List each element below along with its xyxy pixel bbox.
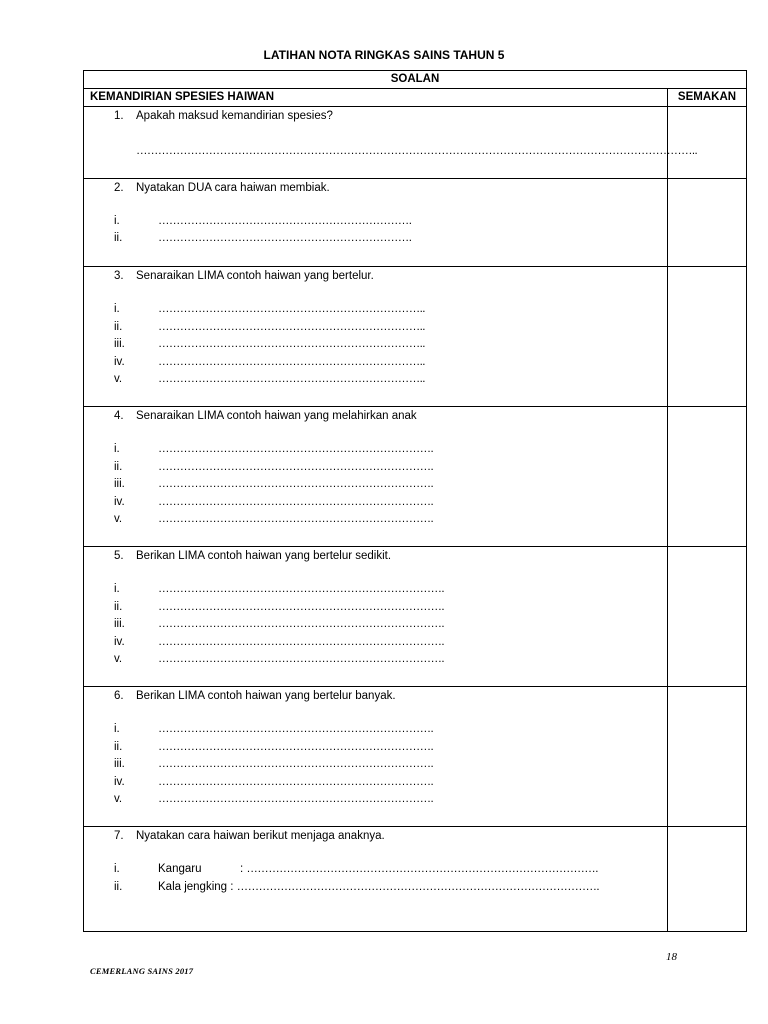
answer-line[interactable]: ……………………………………………………………………. xyxy=(158,635,444,648)
answer-item[interactable] xyxy=(114,739,433,757)
item-numeral: iii. xyxy=(114,758,125,770)
item-numeral: v. xyxy=(114,373,123,385)
section-header-row xyxy=(84,89,747,107)
answer-line[interactable]: ………………………………………………………………………………………. xyxy=(236,880,599,893)
answer-line[interactable]: ……………………………………………………………………………………. xyxy=(246,863,598,875)
answer-line[interactable]: ……………………………………………………………….. xyxy=(158,303,425,315)
item-numeral: iv. xyxy=(114,355,125,368)
question-row xyxy=(84,547,747,687)
answer-item[interactable] xyxy=(114,319,425,337)
answer-line[interactable]: …………………………………………………………………. xyxy=(158,740,434,753)
question-1 xyxy=(114,108,333,124)
item-numeral: ii. xyxy=(114,460,123,473)
semakan-cell[interactable] xyxy=(668,407,747,547)
answer-line[interactable]: …………………………………………………………………. xyxy=(158,460,434,473)
item-numeral: ii. xyxy=(114,880,123,893)
question-number: 7. xyxy=(114,830,124,842)
item-numeral: ii. xyxy=(114,600,123,613)
question-3-cell xyxy=(84,267,668,407)
question-7 xyxy=(114,828,385,844)
answer-line[interactable]: ……………………………………………………………….. xyxy=(158,338,425,350)
item-numeral: v. xyxy=(114,513,123,525)
answer-line[interactable]: ……………………………………………………………………. xyxy=(158,583,444,595)
answer-item[interactable] xyxy=(114,616,444,634)
animal-name: Kala jengking xyxy=(158,880,228,893)
section-title: KEMANDIRIAN SPESIES HAIWAN xyxy=(84,89,668,107)
question-1-cell xyxy=(84,107,698,179)
question-6 xyxy=(114,688,396,704)
question-text: Berikan LIMA contoh haiwan yang bertelur banyak. xyxy=(136,690,396,702)
answer-line[interactable]: ……………………………………………………………………. xyxy=(158,653,444,665)
question-number: 2. xyxy=(114,182,124,194)
question-row xyxy=(84,267,747,407)
item-numeral: ii. xyxy=(114,740,123,753)
question-number: 5. xyxy=(114,550,124,562)
answer-item[interactable] xyxy=(114,581,444,599)
item-numeral: i. xyxy=(114,863,120,875)
soalan-header-row xyxy=(84,71,747,89)
page-number: 18 xyxy=(666,951,677,963)
answer-line[interactable]: …………………………………………………………………. xyxy=(158,443,434,455)
semakan-cell[interactable] xyxy=(668,179,747,267)
item-numeral: v. xyxy=(114,793,123,805)
answer-item[interactable] xyxy=(114,599,444,617)
question-5-cell xyxy=(84,547,668,687)
answer-line[interactable]: …………………………………………………………………. xyxy=(158,513,434,525)
answer-item[interactable] xyxy=(114,336,425,354)
question-7-cell xyxy=(84,827,668,932)
answer-item[interactable] xyxy=(114,774,433,792)
animal-name: Kangaru xyxy=(158,863,202,875)
item-numeral: i. xyxy=(114,723,120,735)
question-number: 6. xyxy=(114,690,124,702)
question-text: Nyatakan DUA cara haiwan membiak. xyxy=(136,182,330,194)
answer-item[interactable] xyxy=(114,861,598,879)
question-text: Berikan LIMA contoh haiwan yang bertelur sedikit. xyxy=(136,550,392,562)
answer-line[interactable]: …………………………………………………………………. xyxy=(158,758,434,770)
answer-line[interactable]: ……………………………………………………………. xyxy=(158,232,412,244)
item-numeral: iv. xyxy=(114,775,125,788)
item-numeral: i. xyxy=(114,215,120,227)
item-numeral: i. xyxy=(114,443,120,455)
question-number: 1. xyxy=(114,110,124,122)
item-numeral: iv. xyxy=(114,495,125,508)
question-number: 4. xyxy=(114,410,124,422)
semakan-cell[interactable] xyxy=(668,827,747,932)
answer-item[interactable] xyxy=(114,230,411,248)
footer-text: CEMERLANG SAINS 2017 xyxy=(90,966,194,976)
item-numeral: iii. xyxy=(114,618,125,630)
answer-item[interactable] xyxy=(114,301,425,319)
answer-item[interactable] xyxy=(114,511,433,529)
answer-item[interactable] xyxy=(114,756,433,774)
answer-line[interactable]: ……………………………………………………………………. xyxy=(158,600,444,613)
answer-item[interactable] xyxy=(114,494,433,512)
item-numeral: iv. xyxy=(114,635,125,648)
answer-item[interactable] xyxy=(114,721,433,739)
answer-item[interactable] xyxy=(114,371,425,389)
item-numeral: iii. xyxy=(114,338,125,350)
separator: : xyxy=(240,863,244,875)
question-text: Nyatakan cara haiwan berikut menjaga anaknya. xyxy=(136,830,385,842)
answer-item[interactable] xyxy=(114,634,444,652)
answer-item[interactable] xyxy=(114,354,425,372)
answer-item[interactable] xyxy=(114,441,433,459)
item-numeral: i. xyxy=(114,303,120,315)
item-numeral: ii. xyxy=(114,320,123,333)
question-2 xyxy=(114,180,330,196)
question-number: 3. xyxy=(114,270,124,282)
item-numeral: v. xyxy=(114,653,123,665)
document-title: LATIHAN NOTA RINGKAS SAINS TAHUN 5 xyxy=(263,48,505,62)
semakan-cell[interactable] xyxy=(668,267,747,407)
semakan-cell[interactable] xyxy=(668,687,747,827)
question-text: Senaraikan LIMA contoh haiwan yang melahirkan anak xyxy=(136,410,417,422)
soalan-header: SOALAN xyxy=(84,71,747,89)
question-row xyxy=(84,827,747,932)
answer-line[interactable]: ……………………………………………………………. xyxy=(158,215,412,227)
question-row xyxy=(84,179,747,267)
answer-item[interactable] xyxy=(114,476,433,494)
question-3 xyxy=(114,268,374,284)
semakan-cell[interactable] xyxy=(668,547,747,687)
semakan-header: SEMAKAN xyxy=(668,89,747,107)
answer-item[interactable] xyxy=(114,459,433,477)
answer-line[interactable]: …………………………………………………………………. xyxy=(158,723,434,735)
answer-item[interactable] xyxy=(114,879,599,897)
question-text: Senaraikan LIMA contoh haiwan yang bertelur. xyxy=(136,270,374,282)
answer-line[interactable]: ……………………………………………………………………………………………………………………………………….. xyxy=(136,145,698,157)
answer-item[interactable] xyxy=(114,791,433,809)
answer-item[interactable] xyxy=(114,213,411,231)
question-6-cell xyxy=(84,687,668,827)
answer-line[interactable]: …………………………………………………………………. xyxy=(158,495,434,508)
question-text: Apakah maksud kemandirian spesies? xyxy=(136,110,333,122)
answer-line[interactable]: …………………………………………………………………. xyxy=(158,478,434,490)
worksheet-table xyxy=(83,70,747,932)
question-5 xyxy=(114,548,391,564)
question-4 xyxy=(114,408,417,424)
question-4-cell xyxy=(84,407,668,547)
answer-line[interactable]: ……………………………………………………………….. xyxy=(158,320,425,333)
answer-line[interactable]: …………………………………………………………………. xyxy=(158,775,434,788)
item-numeral: i. xyxy=(114,583,120,595)
question-row xyxy=(84,687,747,827)
answer-line[interactable]: ……………………………………………………………………. xyxy=(158,618,444,630)
item-numeral: ii. xyxy=(114,232,123,244)
answer-line[interactable]: ……………………………………………………………….. xyxy=(158,373,425,385)
question-row xyxy=(84,407,747,547)
item-numeral: iii. xyxy=(114,478,125,490)
separator: : xyxy=(230,880,234,893)
answer-line[interactable]: …………………………………………………………………. xyxy=(158,793,434,805)
semakan-cell[interactable] xyxy=(668,107,747,179)
question-row xyxy=(84,107,747,179)
answer-line[interactable]: ……………………………………………………………….. xyxy=(158,355,425,368)
answer-item[interactable] xyxy=(114,651,444,669)
question-2-cell xyxy=(84,179,668,267)
